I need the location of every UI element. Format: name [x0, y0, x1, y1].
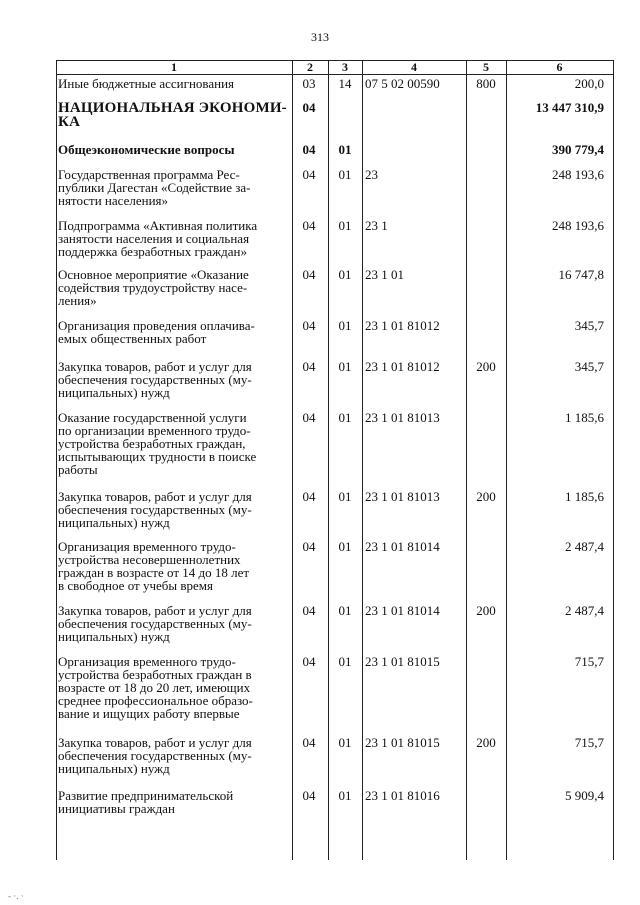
row-name: Организация временного трудо- устройства несовершеннолетних граждан в возрасте от 14 до 18 лет в свободное от учебы время — [58, 539, 250, 593]
row-amount: 5 909,4 — [565, 788, 604, 803]
row-section-code: 04 — [302, 318, 316, 333]
column-divider — [466, 60, 467, 860]
row-name: Иные бюджетные ассигнования — [58, 76, 235, 91]
row-amount: 248 193,6 — [552, 167, 604, 182]
row-expense-type: 200 — [476, 359, 496, 374]
row-subsection-code: 01 — [338, 318, 352, 333]
row-subsection-code: 01 — [338, 489, 352, 504]
row-section-code: 04 — [302, 167, 316, 182]
page-number: 313 — [311, 30, 329, 44]
row-section-code: 04 — [302, 267, 316, 282]
row-target-code: 23 1 01 81012 — [365, 318, 440, 333]
row-amount: 715,7 — [574, 735, 604, 750]
row-section-code: 04 — [302, 654, 316, 669]
row-name: Закупка товаров, работ и услуг для обеспечения государственных (му- ниципальных) нужд — [58, 489, 252, 530]
row-name: Закупка товаров, работ и услуг для обеспечения государственных (му- ниципальных) нужд — [58, 603, 252, 644]
row-expense-type: 800 — [476, 76, 496, 91]
column-header-5: 5 — [483, 60, 489, 74]
row-name: Организация проведения оплачива- емых общественных работ — [58, 318, 255, 346]
row-amount: 16 747,8 — [558, 267, 604, 282]
row-amount: 1 185,6 — [565, 489, 604, 504]
row-section-code: 03 — [302, 76, 316, 91]
row-section-code: 04 — [302, 788, 316, 803]
column-header-4: 4 — [411, 60, 417, 74]
column-header-2: 2 — [307, 60, 313, 74]
column-header-3: 3 — [342, 60, 348, 74]
table-border-right — [613, 60, 614, 860]
table-header-border — [56, 74, 614, 75]
row-target-code: 23 1 01 81013 — [365, 410, 440, 425]
row-subsection-code: 01 — [338, 539, 352, 554]
row-section-code: 04 — [302, 735, 316, 750]
row-expense-type: 200 — [476, 489, 496, 504]
column-header-1: 1 — [171, 60, 177, 74]
column-divider — [292, 60, 293, 860]
row-subsection-code: 01 — [338, 735, 352, 750]
row-amount: 1 185,6 — [565, 410, 604, 425]
table-border-left — [56, 60, 57, 860]
row-amount: 345,7 — [574, 318, 604, 333]
row-subsection-code: 01 — [338, 142, 352, 157]
scan-artifact: ‐ ·. · — [8, 891, 24, 901]
row-subsection-code: 14 — [338, 76, 352, 91]
column-divider — [506, 60, 507, 860]
row-amount: 2 487,4 — [565, 603, 604, 618]
row-expense-type: 200 — [476, 735, 496, 750]
row-subsection-code: 01 — [338, 267, 352, 282]
row-target-code: 23 1 01 81014 — [365, 603, 440, 618]
row-subsection-code: 01 — [338, 359, 352, 374]
row-section-code: 04 — [302, 489, 316, 504]
row-section-code: 04 — [302, 603, 316, 618]
row-section-code: 04 — [302, 100, 316, 115]
row-name: Государственная программа Рес- публики Дагестан «Содействие за- нятости населения» — [58, 167, 251, 208]
row-target-code: 23 1 01 81013 — [365, 489, 440, 504]
row-target-code: 23 — [365, 167, 378, 182]
row-name: Подпрограмма «Активная политика занятости населения и социальная поддержка безработных граждан» — [58, 218, 258, 259]
row-name: Организация временного трудо- устройства безработных граждан в возрасте от 18 до 20 лет, имеющих среднее профессиональное образо- вание и ищущих работу впервые — [58, 654, 253, 721]
column-divider — [328, 60, 329, 860]
row-name: Закупка товаров, работ и услуг для обеспечения государственных (му- ниципальных) нужд — [58, 735, 252, 776]
row-amount: 13 447 310,9 — [535, 100, 604, 115]
row-target-code: 23 1 01 — [365, 267, 404, 282]
row-section-code: 04 — [302, 359, 316, 374]
row-expense-type: 200 — [476, 603, 496, 618]
row-subsection-code: 01 — [338, 788, 352, 803]
row-name: НАЦИОНАЛЬНАЯ ЭКОНОМИ- КА — [58, 100, 287, 130]
row-section-code: 04 — [302, 218, 316, 233]
row-amount: 2 487,4 — [565, 539, 604, 554]
row-section-code: 04 — [302, 410, 316, 425]
row-name: Развитие предпринимательской инициативы граждан — [58, 788, 234, 816]
row-section-code: 04 — [302, 539, 316, 554]
row-name: Основное мероприятие «Оказание содействия трудоустройству насе- ления» — [58, 267, 249, 308]
row-name: Закупка товаров, работ и услуг для обеспечения государственных (му- ниципальных) нужд — [58, 359, 252, 400]
row-name: Оказание государственной услуги по организации временного трудо- устройства безработных граждан, испытывающих трудности в поиске работы — [58, 410, 257, 477]
row-amount: 248 193,6 — [552, 218, 604, 233]
row-subsection-code: 01 — [338, 218, 352, 233]
row-target-code: 23 1 01 81012 — [365, 359, 440, 374]
row-target-code: 23 1 01 81015 — [365, 735, 440, 750]
column-header-6: 6 — [556, 60, 563, 74]
column-divider — [362, 60, 363, 860]
row-target-code: 23 1 01 81014 — [365, 539, 440, 554]
row-amount: 200,0 — [574, 76, 604, 91]
budget-table — [56, 60, 614, 860]
row-amount: 715,7 — [574, 654, 604, 669]
row-target-code: 23 1 01 81016 — [365, 788, 440, 803]
row-amount: 390 779,4 — [552, 142, 604, 157]
row-section-code: 04 — [302, 142, 316, 157]
row-target-code: 23 1 01 81015 — [365, 654, 440, 669]
row-subsection-code: 01 — [338, 167, 352, 182]
row-target-code: 07 5 02 00590 — [365, 76, 440, 91]
row-subsection-code: 01 — [338, 603, 352, 618]
row-amount: 345,7 — [574, 359, 604, 374]
row-subsection-code: 01 — [338, 654, 352, 669]
row-name: Общеэкономические вопросы — [58, 142, 235, 157]
row-target-code: 23 1 — [365, 218, 388, 233]
row-subsection-code: 01 — [338, 410, 352, 425]
